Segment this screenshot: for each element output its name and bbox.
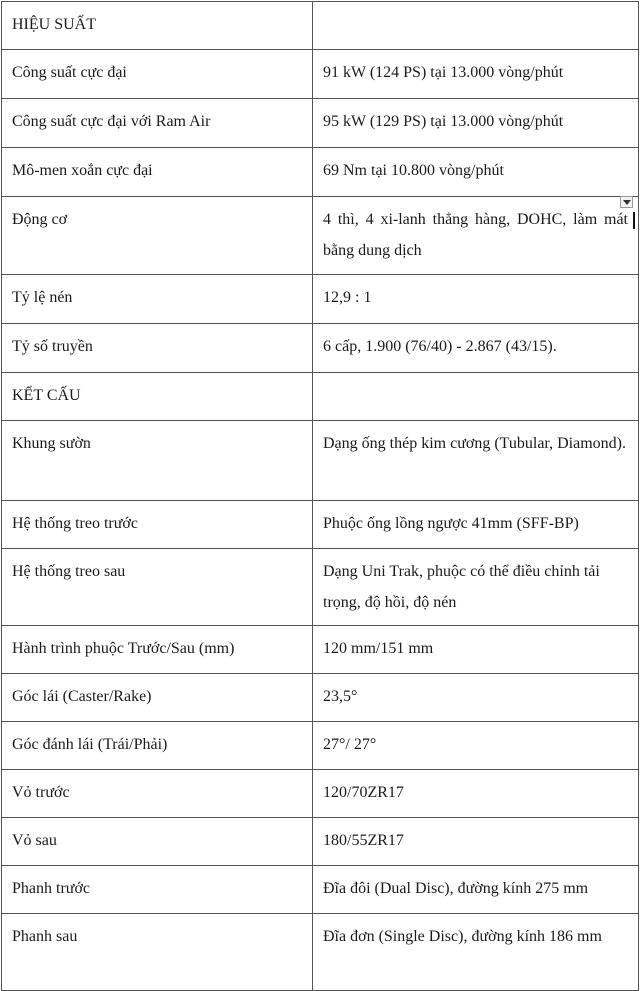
row-label: Động cơ [2,197,313,275]
row-value: Phuộc ống lồng ngược 41mm (SFF-BP) [313,501,639,549]
row-value: 6 cấp, 1.900 (76/40) - 2.867 (43/15). [313,324,639,373]
row-label: Công suất cực đại với Ram Air [2,99,313,148]
table-row [2,421,639,501]
row-label: Khung sườn [2,421,313,501]
table-row-section-performance [2,2,639,50]
row-label: Phanh sau [2,914,313,991]
table-row [2,50,639,99]
table-row-section-structure [2,373,639,421]
row-label: Vỏ sau [2,818,313,866]
table-row [2,148,639,197]
row-label: Tỷ lệ nén [2,275,313,324]
row-value: 27°/ 27° [313,722,639,770]
row-value: 91 kW (124 PS) tại 13.000 vòng/phút [313,50,639,99]
row-value: Dạng Uni Trak, phuộc có thể điều chỉnh tải trọng, độ hồi, độ nén [313,549,639,626]
row-label: Hành trình phuộc Trước/Sau (mm) [2,626,313,674]
table-row [2,501,639,549]
row-label: Góc lái (Caster/Rake) [2,674,313,722]
table-row [2,866,639,914]
row-label: Hệ thống treo sau [2,549,313,626]
row-label: Mô-men xoắn cực đại [2,148,313,197]
section-header-structure: KẾT CẤU [2,373,313,421]
table-row [2,275,639,324]
table-row [2,914,639,991]
row-value: 95 kW (129 PS) tại 13.000 vòng/phút [313,99,639,148]
table-row [2,674,639,722]
row-value: 4 thì, 4 xi-lanh thẳng hàng, DOHC, làm mát bằng dung dịch [313,197,639,275]
row-value: 120/70ZR17 [313,770,639,818]
empty-cell [313,2,639,50]
row-label: Vỏ trước [2,770,313,818]
row-value: 69 Nm tại 10.800 vòng/phút [313,148,639,197]
section-header-performance: HIỆU SUẤT [2,2,313,50]
row-value: Đĩa đơn (Single Disc), đường kính 186 mm [313,914,639,991]
table-row [2,818,639,866]
row-value: 120 mm/151 mm [313,626,639,674]
row-label: Góc đánh lái (Trái/Phải) [2,722,313,770]
row-label: Hệ thống treo trước [2,501,313,549]
table-row [2,197,639,275]
row-value: Đĩa đôi (Dual Disc), đường kính 275 mm [313,866,639,914]
row-label: Công suất cực đại [2,50,313,99]
row-value: 12,9 : 1 [313,275,639,324]
table-row [2,324,639,373]
row-value: 23,5° [313,674,639,722]
row-value: Dạng ống thép kim cương (Tubular, Diamond). [313,421,639,501]
spec-table [1,1,639,991]
row-label: Phanh trước [2,866,313,914]
table-row [2,626,639,674]
table-row [2,722,639,770]
text-cursor [633,212,635,229]
table-row [2,99,639,148]
table-row [2,549,639,626]
row-label: Tỷ số truyền [2,324,313,373]
row-value: 180/55ZR17 [313,818,639,866]
empty-cell [313,373,639,421]
dropdown-arrow-icon[interactable] [620,196,633,208]
table-row [2,770,639,818]
